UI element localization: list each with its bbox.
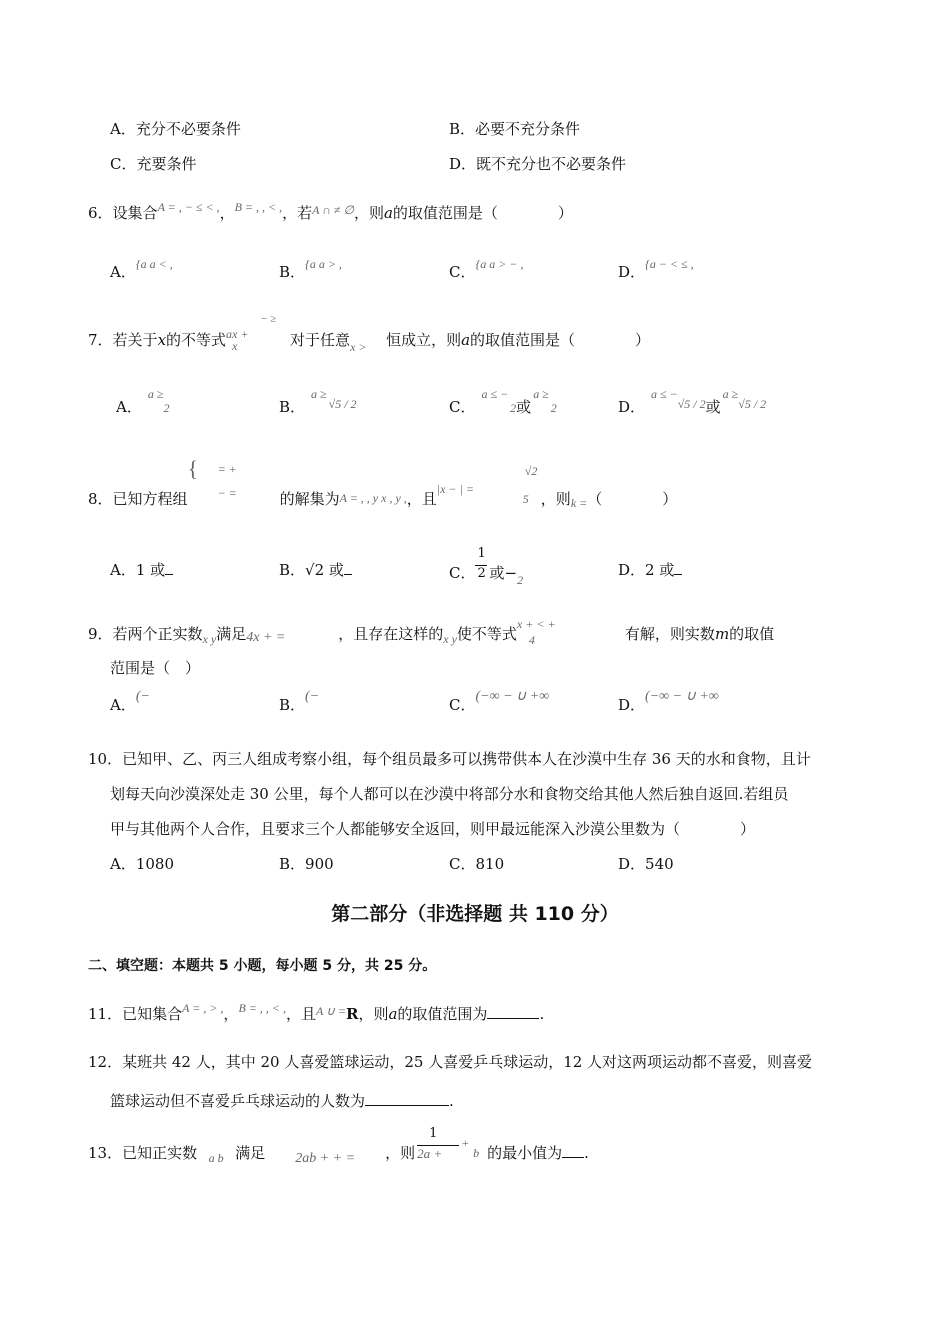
q8-option-d: D．2 或 xyxy=(618,560,682,579)
q12-stem-line2: 篮球运动但不喜爱乒乓球运动的人数为 . xyxy=(110,1092,454,1110)
q12-stem-line1: 12．某班共 42 人，其中 20 人喜爱篮球运动，25 人喜爱乒乓球运动，12 人对这两项运动都不喜爱，则喜爱 xyxy=(88,1053,813,1071)
q8-option-b: B．√2 或 xyxy=(279,560,352,579)
q8-stem: 8．已知方程组 { = + − = 的解集为A = , , y x , y ,，且 |x − | = √2 5 ，则$_{k =}$（ ） xyxy=(88,456,678,510)
q6-text: 设集合 xyxy=(112,204,158,222)
q6-set-b: B = , , < , xyxy=(234,200,283,214)
q6-comma: ， xyxy=(219,204,235,222)
q13-stem: 13．已知正实数 a b 满足 2ab + + = ，则 1 2a + + b 的最小值为 . xyxy=(88,1126,589,1166)
part2-title: 第二部分（非选择题 共 110 分） xyxy=(331,903,619,925)
q10-stem-line3: 甲与其他两个人合作，且要求三个人都能够安全返回，则甲最远能深入沙漠公里数为（ ） xyxy=(110,820,756,838)
q7-option-a: A．$^{a \ge}$2 xyxy=(116,387,170,416)
q6-option-a: A．$^{\{a a < ,}$ xyxy=(110,257,173,281)
q7-inequality: − ≥ ax + x xyxy=(226,313,277,353)
q8-solution-set: A = , , y x , y , xyxy=(339,491,407,505)
q11-stem: 11．已知集合$^{A = , > ,}$，$^{B = , , < ,}$，且$^{A \cup =}$R，则a的取值范围为 . xyxy=(88,1001,545,1023)
q7-option-c: C．$^{a \le -}$2或$^{a \ge}$2 xyxy=(449,387,557,416)
section-fill-in-heading: 二、填空题：本题共 5 小题，每小题 5 分，共 25 分。 xyxy=(88,958,437,974)
q5-option-c: C．充要条件 xyxy=(110,155,197,173)
q7-option-d: D．$^{a \le -√5 / 2}$或$^{a \ge√5 / 2}$ xyxy=(618,387,767,416)
q5-option-a: A．充分不必要条件 xyxy=(110,120,241,138)
q10-stem-line2: 划每天向沙漠深处走 30 公里，每个人都可以在沙漠中将部分水和食物交给其他人然后独自返回.若组员 xyxy=(110,785,789,803)
q6-option-b: B．$^{\{a a > ,}$ xyxy=(279,257,342,281)
q9-inequality: x + < + 4 xyxy=(516,617,556,647)
q7-condition: x > xyxy=(350,340,367,354)
q6-number: 6． xyxy=(88,204,113,222)
q6-option-d: D．$^{\{a - < \le ,}$ xyxy=(618,257,694,281)
q6-set-a: A = , − ≤ < , xyxy=(157,200,220,214)
q8-option-a: A．1 或 xyxy=(110,560,173,579)
q13-answer-blank[interactable] xyxy=(562,1143,584,1158)
q13-expression: 1 2a + + b xyxy=(417,1126,480,1161)
q6-text: ，若 xyxy=(282,204,313,222)
q7-stem: 7．若关于x的不等式 − ≥ ax + x 对于任意x > 恒成立，则a的取值范围是（ ） xyxy=(88,313,651,354)
q8-option-c: C． $\frac{1}{2}$ 或$-_2$ xyxy=(449,546,524,587)
q9-stem-line2: 范围是（ ） xyxy=(110,659,201,677)
q6-stem xyxy=(88,200,573,222)
q13-condition: 2ab + + = xyxy=(295,1151,356,1166)
q6-condition: A ∩ ≠ ∅ xyxy=(312,203,354,217)
q10-option-d: D．540 xyxy=(618,855,674,873)
q8-abs-condition: |x − | = √2 5 xyxy=(436,464,538,506)
q9-option-c: C．(−∞ − ∪ +∞ xyxy=(449,689,550,714)
q8-k: k = xyxy=(570,496,588,510)
q8-equation-system: { = + − = xyxy=(187,456,237,500)
q6-option-c: C．$^{\{a a > - ,}$ xyxy=(449,257,524,281)
q6-text: 的取值范围是（ ） xyxy=(392,204,573,222)
q9-option-a: A．(− xyxy=(110,689,150,714)
q10-option-a: A．1080 xyxy=(110,855,175,873)
q10-option-b: B．900 xyxy=(279,855,334,873)
q5-option-d: D．既不充分也不必要条件 xyxy=(449,155,627,173)
q9-option-d: D．(−∞ − ∪ +∞ xyxy=(618,689,719,714)
q6-variable: a xyxy=(383,204,393,222)
q12-answer-blank[interactable] xyxy=(365,1091,449,1106)
q11-answer-blank[interactable] xyxy=(487,1004,539,1019)
q9-option-b: B．(− xyxy=(279,689,320,714)
q9-condition: 4x + = xyxy=(246,630,286,645)
q7-x: x xyxy=(157,331,167,349)
q5-option-b: B．必要不充分条件 xyxy=(449,120,581,138)
q10-option-c: C．810 xyxy=(449,855,505,873)
q7-option-b: B．$^{a \ge√5 / 2}$ xyxy=(279,387,357,416)
q6-text: ，则 xyxy=(353,204,384,222)
q9-stem: 9．若两个正实数$_{x y}$满足4x + = ，且存在这样的$_{x y}$使不等式 x + < + 4 有解，则实数m的取值 xyxy=(88,617,775,647)
q10-stem-line1: 10．已知甲、乙、丙三人组成考察小组，每个组员最多可以携带供本人在沙漠中生存 36 天的水和食物，且计 xyxy=(88,750,811,768)
